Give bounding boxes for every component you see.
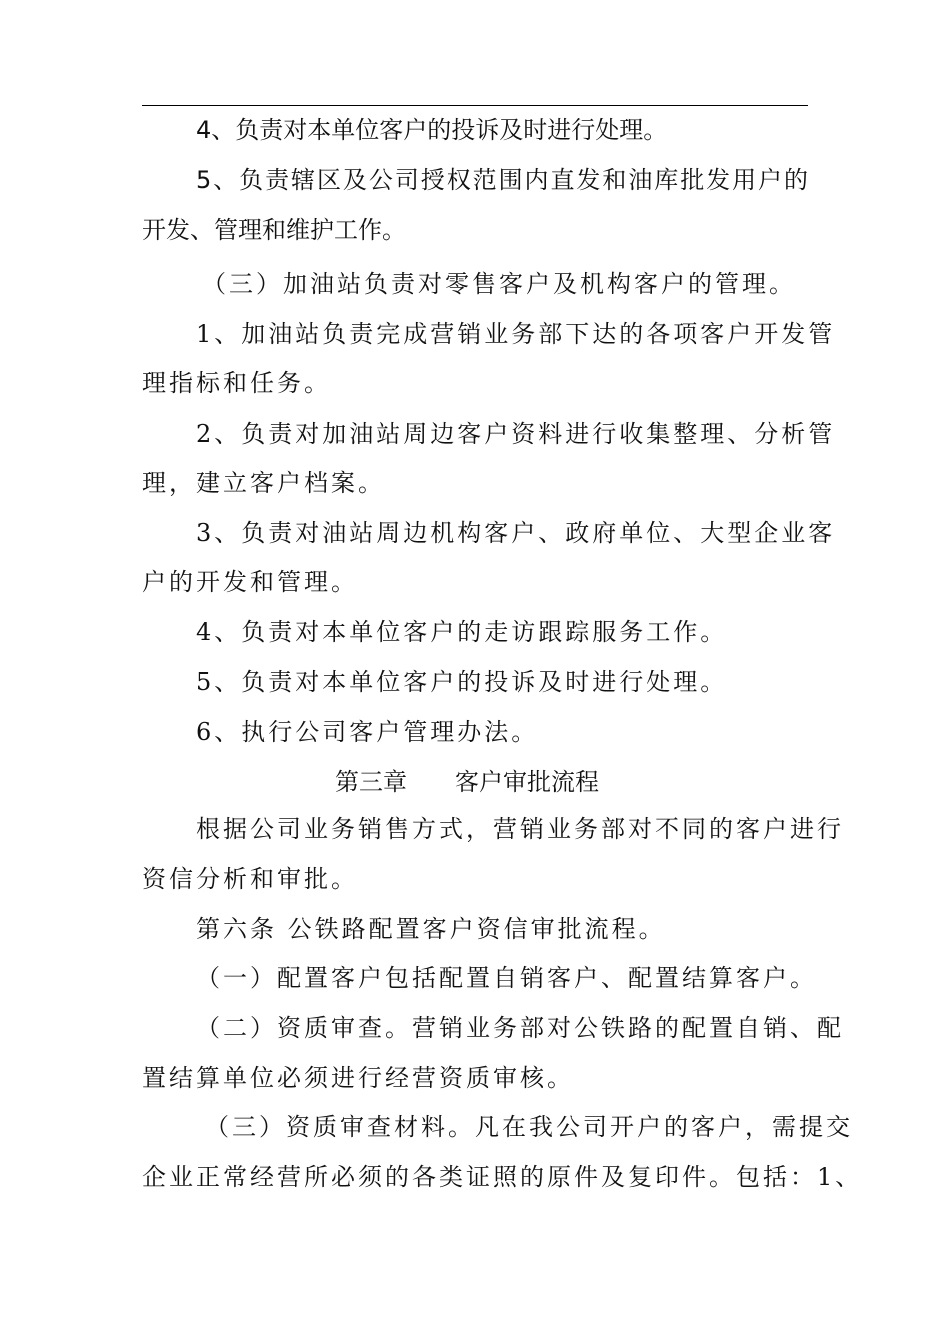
paragraph-line: （一）配置客户包括配置自销客户、配置结算客户。 [196, 964, 817, 992]
paragraph-line: 置结算单位必须进行经营资质审核。 [142, 1064, 574, 1092]
paragraph-line: 4、负责对本单位客户的走访跟踪服务工作。 [196, 618, 728, 646]
paragraph-line: 6、执行公司客户管理办法。 [196, 718, 539, 746]
paragraph-line: 企业正常经营所必须的各类证照的原件及复印件。包括：1、 [142, 1163, 863, 1191]
paragraph-line: 开发、管理和维护工作。 [142, 216, 406, 244]
paragraph-line: 理，建立客户档案。 [142, 469, 385, 497]
paragraph-line: （二）资质审查。营销业务部对公铁路的配置自销、配 [196, 1014, 844, 1042]
paragraph-line: 4、负责对本单位客户的投诉及时进行处理。 [196, 116, 668, 144]
chapter-heading: 第三章 客户审批流程 [335, 768, 599, 796]
paragraph-line: 理指标和任务。 [142, 369, 331, 397]
paragraph-line: （三）加油站负责对零售客户及机构客户的管理。 [202, 270, 796, 298]
paragraph-line: 第六条 公铁路配置客户资信审批流程。 [196, 915, 666, 943]
paragraph-line: 1、加油站负责完成营销业务部下达的各项客户开发管 [196, 320, 836, 348]
paragraph-line: 户的开发和管理。 [142, 568, 358, 596]
paragraph-line: 3、负责对油站周边机构客户、政府单位、大型企业客 [196, 519, 836, 547]
paragraph-line: 2、负责对加油站周边客户资料进行收集整理、分析管 [196, 420, 836, 448]
paragraph-line: （三）资质审查材料。凡在我公司开户的客户，需提交 [205, 1113, 853, 1141]
paragraph-line: 资信分析和审批。 [142, 865, 358, 893]
paragraph-line: 根据公司业务销售方式，营销业务部对不同的客户进行 [196, 815, 844, 843]
paragraph-line: 5、负责辖区及公司授权范围内直发和油库批发用户的 [196, 166, 808, 194]
header-rule [142, 105, 808, 106]
paragraph-line: 5、负责对本单位客户的投诉及时进行处理。 [196, 668, 728, 696]
